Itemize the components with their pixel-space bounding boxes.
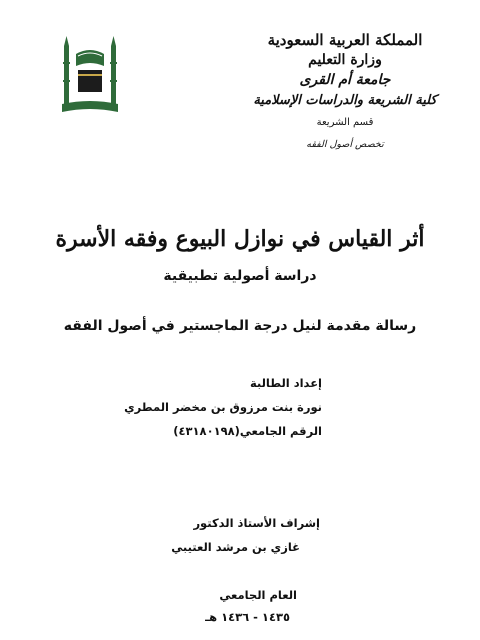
thesis-subtitle: دراسة أصولية تطبيقية <box>163 268 317 284</box>
degree-statement: رسالة مقدمة لنيل درجة الماجستير في أصول الفقه <box>63 318 417 334</box>
college-name: كلية الشريعة والدراسات الإسلامية <box>253 93 437 108</box>
prepared-by-label: إعداد الطالبة <box>249 376 322 390</box>
student-name: نورة بنت مرزوق بن مخضر المطري <box>124 400 322 414</box>
academic-year-label: العام الجامعي <box>219 588 297 602</box>
university-name: جامعة أم القرى <box>299 72 391 88</box>
supervisor-label: إشراف الأستاذ الدكتور <box>193 516 320 530</box>
supervisor-name: غازي بن مرشد العتيبي <box>171 540 300 554</box>
department-name: قسم الشريعة <box>316 117 374 128</box>
university-emblem-icon <box>58 32 122 116</box>
student-id: الرقم الجامعي(٤٣١٨٠١٩٨) <box>173 424 322 438</box>
academic-year: ١٤٣٥ - ١٤٣٦ هـ <box>205 610 290 624</box>
kingdom-name: المملكة العربية السعودية <box>267 31 423 49</box>
thesis-title: أثر القياس في نوازل البيوع وفقه الأسرة <box>55 226 425 252</box>
header-block <box>240 30 450 156</box>
specialization-name: تخصص أصول الفقه <box>306 139 384 150</box>
ministry-name: وزارة التعليم <box>308 52 382 68</box>
